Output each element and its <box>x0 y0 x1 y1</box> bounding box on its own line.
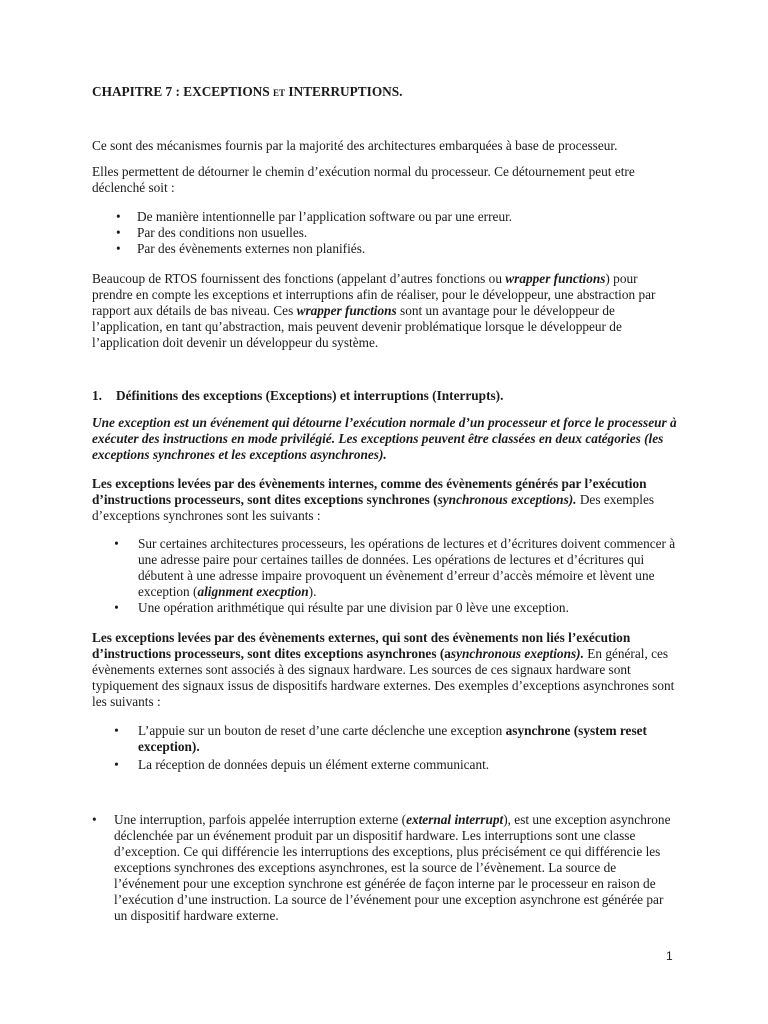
async-examples-list <box>92 723 678 775</box>
list-item: • Sur certaines architectures processeurs, les opérations de lectures et d’écritures doivent commencer à une adresse paire pour certaines tailles de données. Les opérations de lectures et d’écritures qui débutent à une adresse impaire provoquent un évènement d’erreur d’accès mémoire et lèvent une exception (alignment execption). <box>114 536 676 599</box>
async-exceptions-paragraph: Les exceptions levées par des évènements externes, qui sont des évènements non liés l’exécution d’instructions processeurs, sont dites exceptions asynchrones (asynchronous exeptions). En général, ces évènements externes sont associés à des signaux hardware. Les sources de ces signaux hardware sont typiquement des signaux issus de dispositifs hardware externes. Des exemples d’exceptions asynchrones sont les suivants : <box>92 630 675 709</box>
wrapper-functions-term: wrapper functions <box>296 303 397 318</box>
intro-paragraph: Ce sont des mécanismes fournis par la majorité des architectures embarquées à base de processeur. <box>92 138 618 153</box>
bullet-icon: • <box>116 225 121 240</box>
intro-paragraph-2: Elles permettent de détourner le chemin d’exécution normal du processeur. Ce détournement peut etre déclenché soit : <box>92 164 635 195</box>
list-item: • Par des conditions non usuelles. <box>116 225 308 240</box>
bullet-icon: • <box>114 536 119 551</box>
causes-list <box>92 209 678 257</box>
wrapper-functions-term: wrapper functions <box>505 271 606 286</box>
page-number: 1 <box>666 949 673 963</box>
list-item: • L’appuie sur un bouton de reset d’une carte déclenche une exception asynchrone (system reset exception). <box>114 723 647 754</box>
chapter-title: CHAPITRE 7 : EXCEPTIONS et INTERRUPTIONS. <box>92 84 403 99</box>
interrupt-list <box>92 812 678 924</box>
list-item: • De manière intentionnelle par l’application software ou par une erreur. <box>116 209 513 224</box>
bullet-icon: • <box>116 209 121 224</box>
section-heading <box>92 388 678 404</box>
list-item: • Une opération arithmétique qui résulte par une division par 0 lève une exception. <box>114 600 569 615</box>
external-interrupt-term: external interrupt <box>406 812 504 827</box>
section-number: 1. <box>92 388 102 403</box>
bullet-icon: • <box>92 812 97 827</box>
exception-definition: Une exception est un événement qui détourne l’exécution normale d’un processeur et force le processeur à exécuter des instructions en mode privilégié. Les exceptions peuvent être classées en deux catégories (les exceptions synchrones et les exceptions asynchrones). <box>92 415 677 462</box>
sync-examples-list <box>92 536 678 616</box>
bullet-icon: • <box>116 241 121 256</box>
list-item: • Une interruption, parfois appelée interruption externe (external interrupt), est une exception asynchrone déclenchée par un événement produit par un dispositif hardware. Les interruptions sont une classe d’exception. Ce qui différencie les interruptions des exceptions, plus précisément ce qui différencie les exceptions synchrones des exceptions asynchrones, est la source de l’évènement. La source de l’événement pour une exception synchrone est générée de façon interne par le processeur en raison de l’exécution d’une instruction. La source de l’événement pour une exception asynchrone est générée par un dispositif hardware externe. <box>92 812 671 923</box>
bullet-icon: • <box>114 600 119 615</box>
bullet-icon: • <box>114 723 119 738</box>
bullet-icon: • <box>114 757 119 772</box>
section-title: Définitions des exceptions (Exceptions) et interruptions (Interrupts). <box>116 388 504 403</box>
list-item: • Par des évènements externes non planifiés. <box>116 241 366 256</box>
rtos-paragraph: Beaucoup de RTOS fournissent des fonctions (appelant d’autres fonctions ou wrapper functions) pour prendre en compte les exceptions et interruptions afin de réaliser, pour le développeur, une abstraction par rapport aux détails de bas niveau. Ces wrapper functions sont un avantage pour le développeur de l’application, en tant qu’abstraction, mais peuvent devenir problématique lorsque le développeur de l’application doit devenir un développeur du système. <box>92 271 656 350</box>
list-item: • La réception de données depuis un élément externe communicant. <box>114 757 490 772</box>
sync-exceptions-paragraph: Les exceptions levées par des évènements internes, comme des évènements générés par l’exécution d’instructions processeurs, sont dites exceptions synchrones (synchronous exceptions). Des exemples d’exceptions synchrones sont les suivants : <box>92 476 655 523</box>
